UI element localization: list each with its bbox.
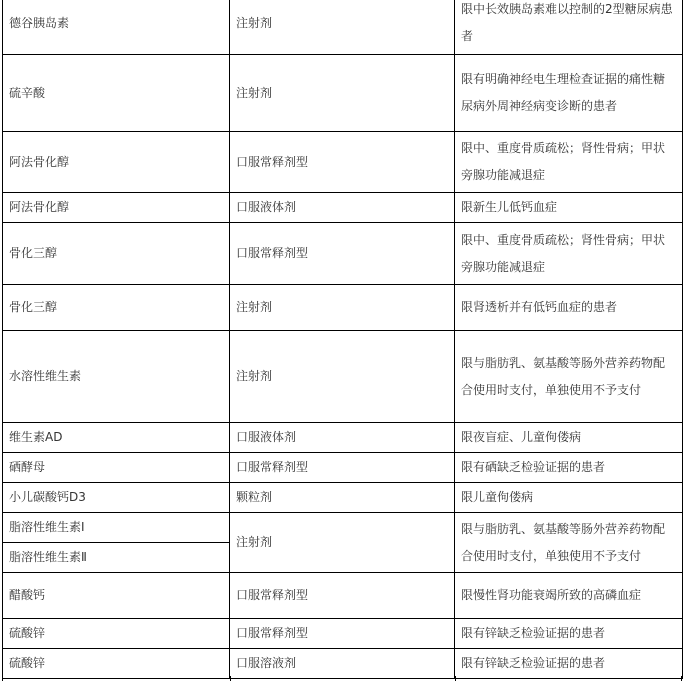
dosage-form-cell: 口服液体剂 bbox=[230, 423, 455, 453]
drug-name-cell: 维生素AD bbox=[3, 423, 230, 453]
restriction-cell: 限新生儿低钙血症 bbox=[455, 193, 683, 223]
table-continuation-edge bbox=[2, 676, 682, 681]
restriction-cell: 限与脂肪乳、氨基酸等肠外营养药物配合使用时支付，单独使用不予支付 bbox=[455, 513, 683, 573]
restriction-cell: 限有锌缺乏检验证据的患者 bbox=[455, 619, 683, 649]
table-row bbox=[3, 55, 683, 132]
table-row bbox=[3, 223, 683, 285]
table-row bbox=[3, 331, 683, 423]
table-row bbox=[3, 649, 683, 679]
dosage-form-cell: 注射剂 bbox=[230, 0, 455, 55]
table-row bbox=[3, 453, 683, 483]
table-row bbox=[3, 423, 683, 453]
table-row bbox=[3, 573, 683, 619]
dosage-form-cell: 口服溶液剂 bbox=[230, 649, 455, 679]
table-row bbox=[3, 132, 683, 193]
restriction-cell: 限慢性肾功能衰竭所致的高磷血症 bbox=[455, 573, 683, 619]
table-row bbox=[3, 483, 683, 513]
restriction-cell: 限有锌缺乏检验证据的患者 bbox=[455, 649, 683, 679]
dosage-form-cell: 注射剂 bbox=[230, 55, 455, 132]
dosage-form-cell: 口服常释剂型 bbox=[230, 619, 455, 649]
drug-name-cell: 硫酸锌 bbox=[3, 649, 230, 679]
restriction-cell: 限有明确神经电生理检查证据的痛性糖尿病外周神经病变诊断的患者 bbox=[455, 55, 683, 132]
dosage-form-cell: 口服常释剂型 bbox=[230, 132, 455, 193]
table-row bbox=[3, 193, 683, 223]
dosage-form-cell: 口服常释剂型 bbox=[230, 453, 455, 483]
drug-name-cell: 脂溶性维生素Ⅱ bbox=[3, 543, 230, 573]
restriction-cell: 限中、重度骨质疏松；肾性骨病；甲状旁腺功能减退症 bbox=[455, 223, 683, 285]
table-row bbox=[3, 285, 683, 331]
dosage-form-cell: 口服常释剂型 bbox=[230, 573, 455, 619]
table-row bbox=[3, 513, 683, 543]
drug-name-cell: 阿法骨化醇 bbox=[3, 193, 230, 223]
dosage-form-cell: 口服常释剂型 bbox=[230, 223, 455, 285]
drug-name-cell: 骨化三醇 bbox=[3, 223, 230, 285]
restriction-cell: 限儿童佝偻病 bbox=[455, 483, 683, 513]
drug-name-cell: 德谷胰岛素 bbox=[3, 0, 230, 55]
restriction-cell: 限肾透析并有低钙血症的患者 bbox=[455, 285, 683, 331]
restriction-cell: 限与脂肪乳、氨基酸等肠外营养药物配合使用时支付，单独使用不予支付 bbox=[455, 331, 683, 423]
restriction-cell: 限夜盲症、儿童佝偻病 bbox=[455, 423, 683, 453]
dosage-form-cell: 注射剂 bbox=[230, 285, 455, 331]
restriction-cell: 限有硒缺乏检验证据的患者 bbox=[455, 453, 683, 483]
dosage-form-cell: 颗粒剂 bbox=[230, 483, 455, 513]
drug-name-cell: 水溶性维生素 bbox=[3, 331, 230, 423]
dosage-form-cell: 注射剂 bbox=[230, 513, 455, 573]
drug-name-cell: 骨化三醇 bbox=[3, 285, 230, 331]
drug-name-cell: 小儿碳酸钙D3 bbox=[3, 483, 230, 513]
drug-name-cell: 醋酸钙 bbox=[3, 573, 230, 619]
dosage-form-cell: 口服液体剂 bbox=[230, 193, 455, 223]
dosage-form-cell: 注射剂 bbox=[230, 331, 455, 423]
drug-name-cell: 硫辛酸 bbox=[3, 55, 230, 132]
restriction-cell: 限中长效胰岛素难以控制的2型糖尿病患者 bbox=[455, 0, 683, 55]
drug-name-cell: 硒酵母 bbox=[3, 453, 230, 483]
drug-name-cell: 阿法骨化醇 bbox=[3, 132, 230, 193]
table-row bbox=[3, 0, 683, 55]
restriction-cell: 限中、重度骨质疏松；肾性骨病；甲状旁腺功能减退症 bbox=[455, 132, 683, 193]
drug-restriction-table bbox=[2, 0, 683, 679]
table-row bbox=[3, 619, 683, 649]
drug-name-cell: 脂溶性维生素Ⅰ bbox=[3, 513, 230, 543]
drug-name-cell: 硫酸锌 bbox=[3, 619, 230, 649]
